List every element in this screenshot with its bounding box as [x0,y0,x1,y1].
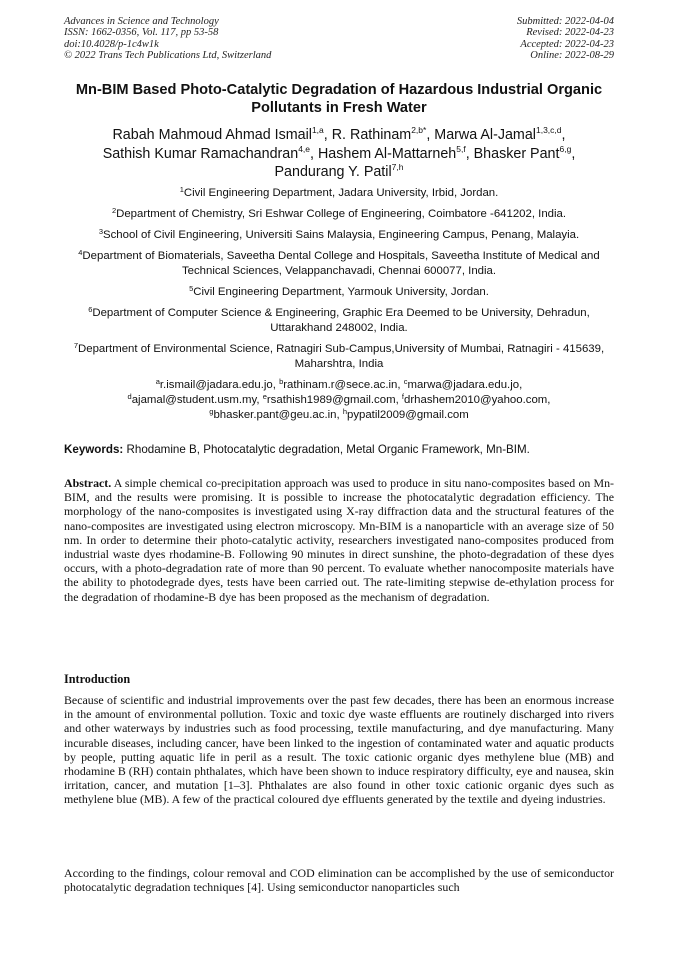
affiliation-1: $^1$Civil Engineering Department, Jadara University, Irbid, Jordan. [179,185,499,199]
affiliation-3: $^3$School of Civil Engineering, Universiti Sains Malaysia, Engineering Campus, Penang, Malayia. [98,227,580,241]
email: $^h$pypatil2009@gmail.com [342,407,469,421]
email: $^d$ajamal@student.usm.my, [127,392,260,406]
email: $^c$marwa@jadara.edu.jo, [403,377,523,391]
introduction-paragraph-2: According to the findings, colour removal and COD elimination can be accomplished by the use of semiconductor photocatalytic degradation techniques [4]. Using semiconductor nanoparticles such [64,866,614,895]
author: R. Rathinam$^{2,b*}$, [331,125,435,143]
journal-name: Advances in Science and Technology [64,16,219,27]
introduction-heading: Introduction [64,672,131,686]
abstract [64,476,614,604]
dates-header [517,16,614,62]
introduction-paragraph-1: Because of scientific and industrial improvements over the past few decades, there has been an enormous increase in the amount of environmental pollution. Toxic and toxic dye waste effluents are routinely discharged into rivers and other waterways by industries such as food processing, textile manufacturing, and dye manufacturing. Many incurable diseases, including cancer, have been linked to the ingestion of contaminated water and aquatic products by people, putting aquatic life in peril as a result. The toxic cationic organic dyes methylene blue (MB) and rhodamine B (RH) contain phthalates, which have been shown to induce respiratory difficulty, eye and nausea, skin irritation, cancer, and mutation [1–3]. Phthalates are also found in other toxic cationic organic dyes such as methylene blue (MB). A few of the practical coloured dye effluents generated by the textile and dyeing industries. [64,693,614,807]
affiliation-7: $^7$Department of Environmental Science, Ratnagiri Sub-Campus,University of Mumbai, Ratnagiri - 415639, Maharshtra, India [73,341,605,370]
abstract-text: A simple chemical co-precipitation approach was used to produce in situ nano-composites based on Mn-BIM, and the results were promising. It is possible to increase the photocatalytic degradation efficiency. The morphology of the nano-composites is investigated using X-ray diffraction data and the structural features of the nano-composites are investigated using electron microscopy. Mn-BIM is a nanoparticle with an average size of 50 nm. In order to determine their photo-catalytic activity, researchers investigated nano-composites produced from industrial waste dyes rhodamine-B. Following 90 minutes in direct sunshine, the photo-degradation of these dyes occurs, with a photo-degradation rate of more than 90 percent. To evaluate whether nanocomposite materials have the ability to photodegrade dyes, tests have been carried out. The rate-limiting stepwise de-ethylation process for the degradation of rhodamine-B dye has been proposed as the mechanism of degradation. [64,476,614,604]
author: Pandurang Y. Patil$^{7,h}$ [274,162,404,181]
date-revised: Revised: 2022-04-23 [526,27,614,39]
author: Rabah Mahmoud Ahmad Ismail$^{1,a}$, [112,125,332,143]
author: Sathish Kumar Ramachandran$^{4,e}$, [102,143,318,162]
email: $^f$drhashem2010@yahoo.com, [401,392,551,406]
keywords-label: Keywords: [64,443,124,456]
author-list [50,126,628,182]
email: $^a$r.ismail@jadara.edu.jo, [155,377,276,391]
email-list [60,378,618,423]
affiliation-5: $^5$Civil Engineering Department, Yarmouk University, Jordan. [189,284,489,298]
date-accepted: Accepted: 2022-04-23 [520,38,614,50]
affiliation-4: $^4$Department of Biomaterials, Saveetha Dental College and Hospitals, Saveetha Institute of Medical and Technical Sciences, Velappanchavadi, Chennai 600077, India. [78,248,600,277]
email: $^b$rathinam.r@sece.ac.in, [279,377,401,391]
affiliation-2: $^2$Department of Chemistry, Sri Eshwar College of Engineering, Coimbatore -641202, India. [111,206,567,220]
journal-header [64,16,271,62]
author: Marwa Al-Jamal$^{1,3,c,d}$, [434,125,566,143]
date-submitted: Submitted: 2022-04-04 [516,16,614,27]
author: Bhasker Pant$^{6,g}$, [473,143,576,162]
journal-doi: doi:10.4028/p-1c4w1k [64,38,159,50]
email: $^g$bhasker.pant@geu.ac.in, [209,407,340,421]
journal-issn: ISSN: 1662-0356, Vol. 117, pp 53-58 [64,27,219,39]
keywords [64,442,614,457]
email: $^e$rsathish1989@gmail.com, [262,392,399,406]
author: Hashem Al-Mattarneh$^{5,f}$, [317,143,474,162]
date-online: Online: 2022-08-29 [530,50,614,62]
keywords-text: Rhodamine B, Photocatalytic degradation, Metal Organic Framework, Mn-BIM. [126,443,530,456]
affiliation-6: $^6$Department of Computer Science & Engineering, Graphic Era Deemed to be University, Dehradun, Uttarakhand 248002, India. [88,305,590,334]
abstract-label: Abstract. [64,476,112,490]
journal-copyright: © 2022 Trans Tech Publications Ltd, Switzerland [64,50,272,62]
paper-title: Mn-BIM Based Photo-Catalytic Degradation of Hazardous Industrial Organic Pollutants in Fresh Water [75,82,603,116]
